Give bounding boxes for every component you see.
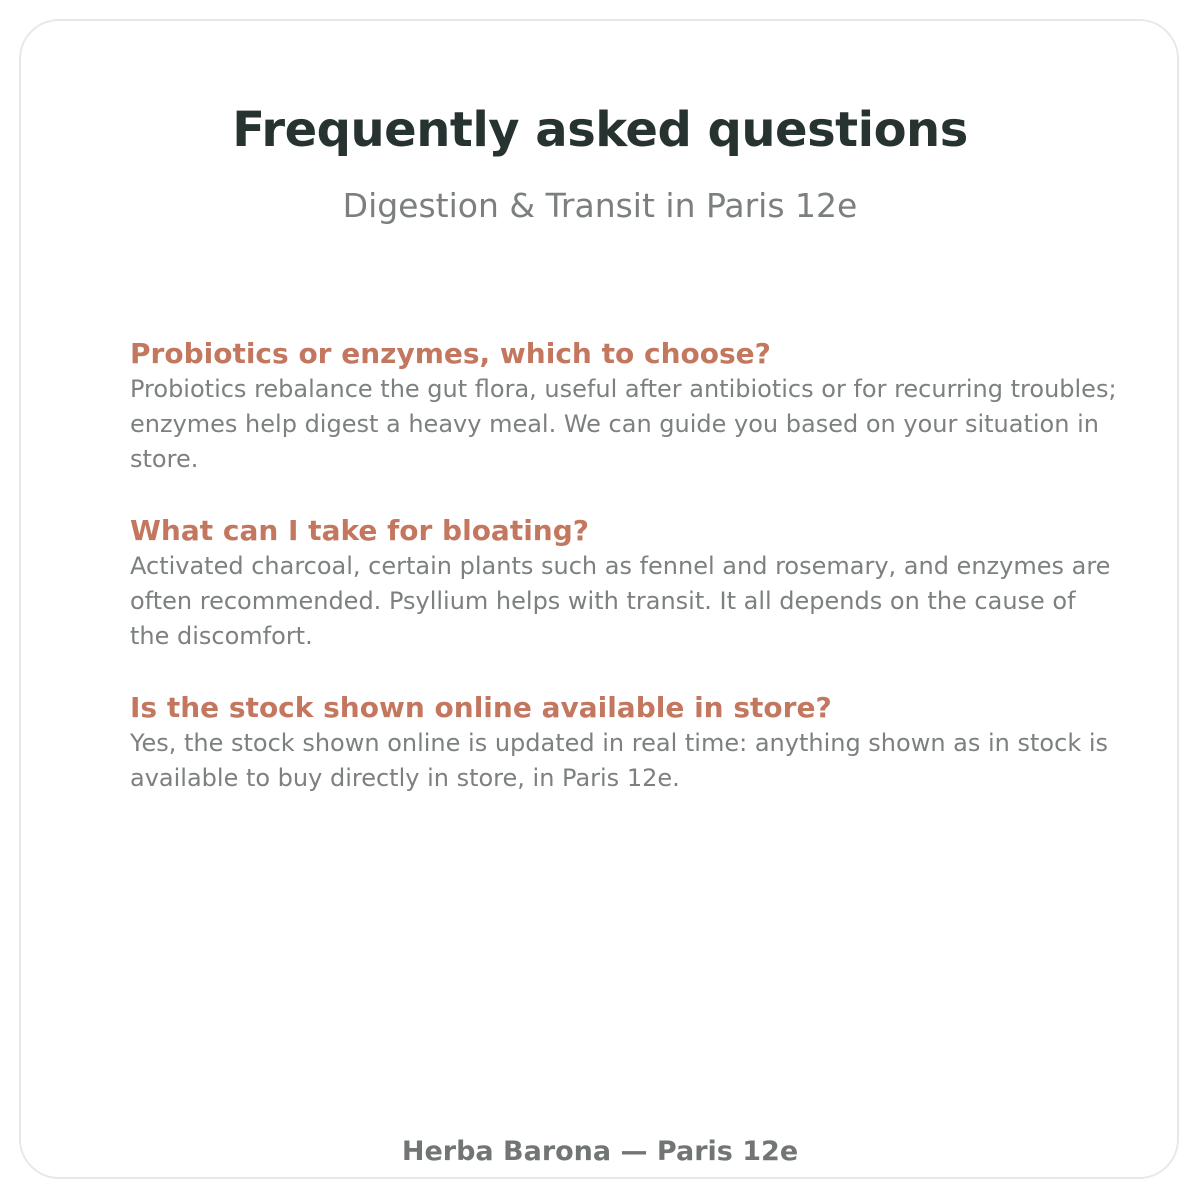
faq-question: Is the stock shown online available in store? (130, 691, 832, 724)
faq-answer: Activated charcoal, certain plants such as fennel and rosemary, and enzymes are often recommended. Psyllium helps with transit. It all depends on the cause of the discomfort. (130, 552, 1111, 650)
faq-list (130, 334, 1120, 830)
faq-answer: Yes, the stock shown online is updated in real time: anything shown as in stock is available to buy directly in store, in Paris 12e. (130, 729, 1109, 792)
faq-item-stock (130, 688, 1120, 796)
page-subtitle: Digestion & Transit in Paris 12e (342, 186, 858, 225)
faq-question: What can I take for bloating? (130, 514, 590, 547)
footer-store-name: Herba Barona — Paris 12e (401, 1136, 799, 1167)
faq-item-bloating (130, 511, 1120, 654)
faq-question: Probiotics or enzymes, which to choose? (130, 337, 771, 370)
page-title: Frequently asked questions (232, 102, 968, 158)
faq-answer: Probiotics rebalance the gut flora, useful after antibiotics or for recurring troubles; enzymes help digest a heavy meal. We can guide you based on your situation in store. (130, 375, 1117, 473)
faq-item-probiotics (130, 334, 1120, 477)
